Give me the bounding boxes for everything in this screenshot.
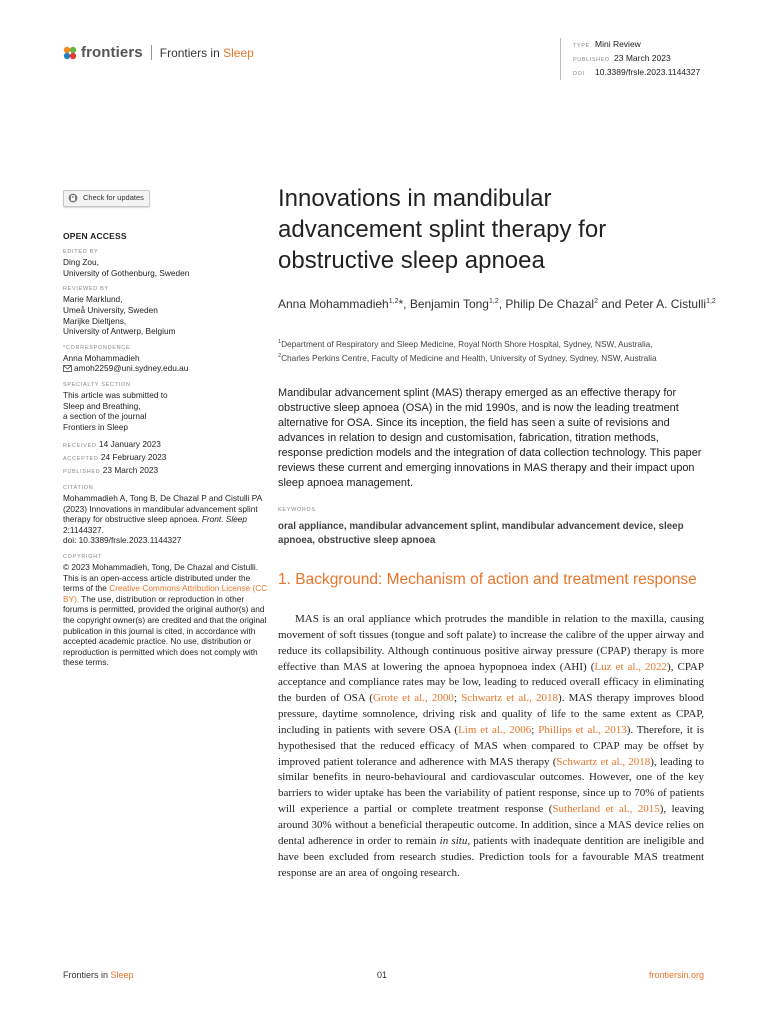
citation-link[interactable]: Sutherland et al., 2015 <box>552 803 660 816</box>
frontiers-logo-icon <box>63 46 77 60</box>
author[interactable]: Benjamin Tong$^{1,2}$ <box>409 297 499 311</box>
article-meta <box>560 38 700 80</box>
open-access-label: OPEN ACCESS <box>63 230 127 241</box>
correspondence-email-row[interactable] <box>63 363 268 374</box>
citation-link[interactable]: Grote et al., 2000 <box>372 692 454 705</box>
copyright: COPYRIGHT © 2023 Mohammadieh, Tong, De Chazal and Cistulli. This is an open-access article distributed under the terms of the Creative Commons Attribution License (CC BY). The use, distribution or reproduction in other forums is permitted, provided the original author(s) and the copyright owner(s) are credited and that the original publication in this journal is cited, in accordance with accepted academic practice. No use, distribution or reproduction is permitted which does not comply with these terms. <box>63 554 268 668</box>
check-for-updates-button[interactable] <box>63 190 150 207</box>
section-heading: 1. Background: Mechanism of action and treatment response <box>278 571 697 588</box>
logo-separator <box>151 45 152 60</box>
frontiers-logo[interactable] <box>63 44 254 61</box>
dates: RECEIVED 14 January 2023 ACCEPTED 24 February 2023 PUBLISHED 23 March 2023 <box>63 439 167 475</box>
meta-published: PUBLISHED 23 March 2023 <box>573 53 671 63</box>
journal-name: Frontiers in Sleep <box>159 45 254 60</box>
citation-link[interactable]: Schwartz et al., 2018 <box>461 692 559 705</box>
meta-type: TYPE Mini Review <box>573 39 641 49</box>
citation-link[interactable]: Lim et al., 2006 <box>458 723 532 736</box>
footer-site-link[interactable]: frontiersin.org <box>648 970 704 980</box>
article-title: Innovations in mandibular advancement splint therapy for obstructive sleep apnoea <box>278 185 607 274</box>
footer-journal: Frontiers in Sleep <box>63 970 134 980</box>
email-icon <box>63 365 72 372</box>
citation-link[interactable]: Phillips et al., 2013 <box>538 723 627 736</box>
correspondence-email: amoh2259@uni.sydney.edu.au <box>74 363 189 374</box>
citation: CITATION Mohammadieh A, Tong B, De Chazal P and Cistulli PA (2023) Innovations in mandibular advancement splint therapy for obstructive sleep apnoea. Front. Sleep 2:1144327. doi: 10.3389/frsle.2023.1144327 <box>63 485 262 546</box>
reviewed-by: REVIEWED BY Marie Marklund, Umeå University, Sweden Marijke Dieltjens, University of Antwerp, Belgium <box>63 286 176 337</box>
meta-doi: DOI 10.3389/frsle.2023.1144327 <box>573 67 701 77</box>
author[interactable]: Philip De Chazal$^2$ <box>505 297 599 311</box>
affiliations <box>278 336 718 364</box>
logo-text: frontiers <box>81 44 143 61</box>
check-for-updates-label: Check for updates <box>83 193 144 202</box>
body-paragraph: MAS is an oral appliance which protrudes the mandible in relation to the maxilla, causing movement of soft tissues (tongue and soft palate) to increase the calibre of the upper airway and reduce its collapsibility. Although continuous positive airway pressure (CPAP) therapy is more effective than MAS at lowering the apnoea hypopnoea index (AHI) (Luz et al., 2022), CPAP acceptance and compliance rates may be low, leading to reduced overall efficacy in eliminating the burden of OSA (Grote et al., 2000; Schwartz et al., 2018). MAS therapy improves blood pressure, daytime somnolence, driving risk and quality of life to the same extent as CPAP, including in patients with severe OSA (Lim et al., 2006; Phillips et al., 2013). Therefore, it is hypothesised that the reduced efficacy of MAS when compared to CPAP may be offset by improved patient tolerance and adherence with MAS therapy (Schwartz et al., 2018), leading to similar benefits in neuro-behavioural and cardiovascular outcomes. However, one of the key barriers to wider uptake has been the variability of patient response, since up to 70% of patients will experience a partial or complete treatment response (Sutherland et al., 2015), leaving around 30% without a beneficial therapeutic outcome. In addition, since a MAS device relies on dental adherence in order to remain in situ, patients with inadequate dentition are ineligible and have been excluded from research studies. Prediction tools for a favourable MAS treatment response are an area of ongoing research. <box>278 613 705 879</box>
affiliation: $^1$Department of Respiratory and Sleep Medicine, Royal North Shore Hospital, Sydney, NSW, Australia, <box>278 338 653 349</box>
correspondence: *CORRESPONDENCE Anna Mohammadieh amoh2259@uni.sydney.edu.au <box>63 344 268 374</box>
citation-link[interactable]: Schwartz et al., 2018 <box>556 755 651 768</box>
abstract: Mandibular advancement splint (MAS) therapy emerged as an effective therapy for obstructive sleep apnoea (OSA) in the mid 1990s, and is now the leading treatment alternative for OSA. Since its inception, the field has seen a suite of revisions and advances in relation to design and customisation, fabrication, titration methods, response prediction models and the integration of data collection technology. This paper reviews these current and emerging innovations in MAS therapy and their impact upon sleep apnoea management. <box>278 387 702 489</box>
cc-by-license-link[interactable]: Creative Commons Attribution License (CC BY). <box>63 583 268 604</box>
author-list: Anna Mohammadieh$^{1,2}$*, Benjamin Tong$^{1,2}$, Philip De Chazal$^2$ and Peter A. Cistulli$^{1,2}$ <box>278 297 716 311</box>
author[interactable]: Peter A. Cistulli$^{1,2}$ <box>624 297 716 311</box>
keywords-label: KEYWORDS <box>278 507 316 513</box>
edited-by: EDITED BY Ding Zou, University of Gothenburg, Sweden <box>63 249 190 278</box>
citation-link[interactable]: Luz et al., 2022 <box>594 660 668 673</box>
specialty-section: SPECIALTY SECTION This article was submitted to Sleep and Breathing, a section of the journal Frontiers in Sleep <box>63 381 168 432</box>
page-number: 01 <box>377 970 388 980</box>
author[interactable]: Anna Mohammadieh$^{1,2}$ <box>278 297 399 311</box>
affiliation: $^2$Charles Perkins Centre, Faculty of Medicine and Health, University of Sydney, Sydney, NSW, Australia <box>278 352 657 363</box>
sidebar <box>63 190 268 668</box>
keywords: oral appliance, mandibular advancement splint, mandibular advancement device, sleep apnoea, obstructive sleep apnoea <box>278 521 684 546</box>
update-icon <box>68 193 78 203</box>
